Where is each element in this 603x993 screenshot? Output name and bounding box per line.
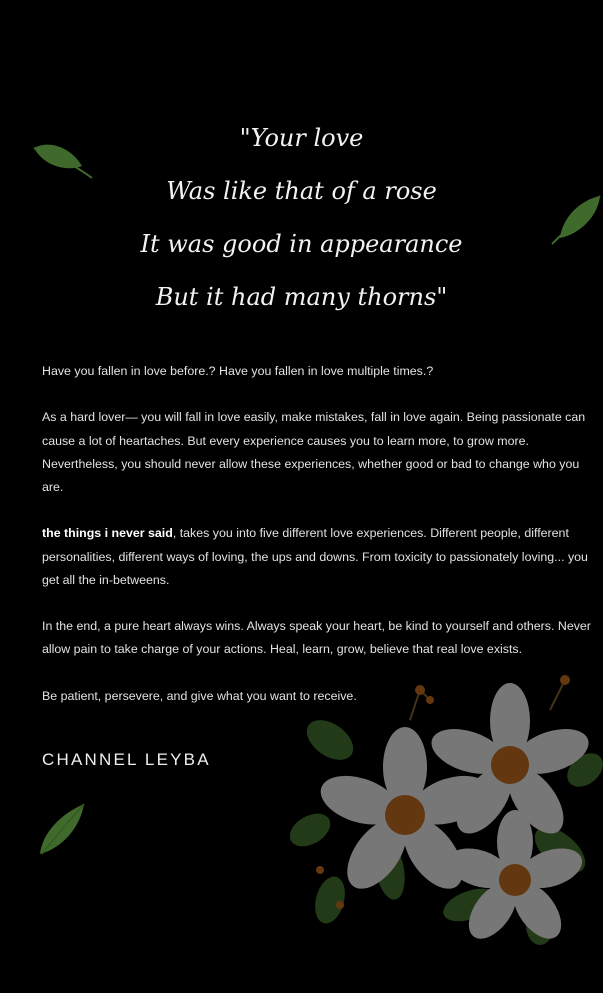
book-title: the things i never said — [42, 526, 173, 541]
blurb-text: , takes you into five different love experiences. Different people, different personalities, different ways of loving, the ups and downs. From toxicity to passionately loving... you get all the in-betweens. — [42, 526, 588, 587]
blurb-paragraph — [42, 522, 592, 592]
blurb-paragraph: In the end, a pure heart always wins. Always speak your heart, be kind to yourself and others. Never allow pain to take charge of your actions. Heal, learn, grow, believe that real love exists. — [42, 619, 591, 657]
quote-line: It was good in appearance — [140, 230, 463, 258]
blurb-paragraph: Be patient, persevere, and give what you want to receive. — [42, 688, 357, 703]
author-name: CHANNEL LEYBA — [42, 750, 211, 769]
flower-bouquet-icon — [290, 670, 603, 945]
quote-line: But it had many thorns" — [155, 283, 448, 311]
quote-line: Was like that of a rose — [166, 177, 437, 205]
quote-line: "Your love — [239, 124, 364, 152]
epigraph-quote — [0, 112, 603, 324]
blurb-paragraph: Have you fallen in love before.? Have you fallen in love multiple times.? — [42, 364, 434, 378]
leaf-icon — [36, 800, 88, 858]
blurb-paragraph: As a hard lover— you will fall in love easily, make mistakes, fall in love again. Being passionate can cause a lot of heartaches. But every experience causes you to learn more, to grow more. Nevertheless, you should never allow these experiences, whether good or bad to change who you are. — [42, 410, 586, 494]
